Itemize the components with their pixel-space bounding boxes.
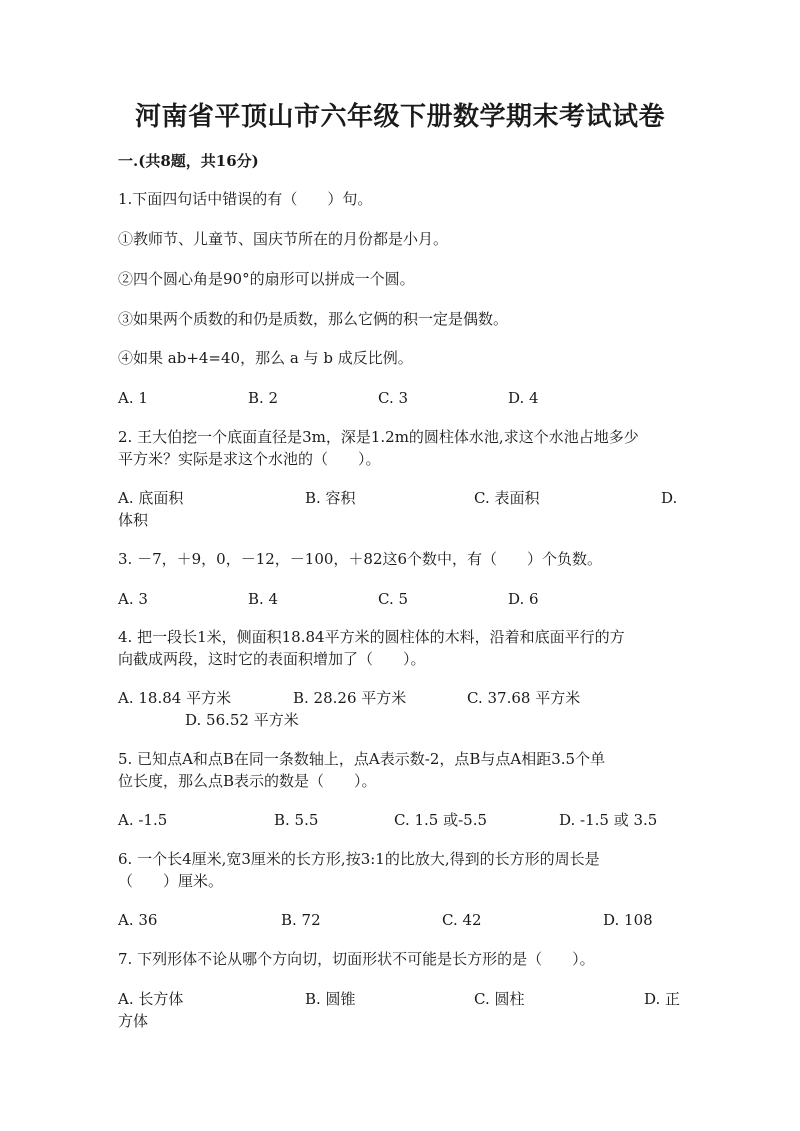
option-c: C. 37.68 平方米 [467, 689, 581, 707]
option-d: D. 108 [603, 911, 653, 929]
question-6-stem-line-2: （ ）厘米。 [118, 872, 224, 890]
option-a: A. 18.84 平方米 [118, 689, 232, 707]
option-a: A. 1 [118, 389, 148, 407]
option-a: A. 36 [118, 911, 158, 929]
option-d: D. 56.52 平方米 [185, 711, 299, 729]
question-1-statement-2: ②四个圆心角是90°的扇形可以拼成一个圆。 [118, 270, 415, 288]
option-d: D. 4 [508, 389, 539, 407]
option-c: C. 3 [378, 389, 409, 407]
question-1-statement-4: ④如果 ab+4=40，那么 a 与 b 成反比例。 [118, 349, 413, 367]
option-b: B. 4 [248, 590, 279, 608]
option-b: B. 5.5 [274, 811, 319, 829]
option-b: B. 容积 [305, 489, 356, 507]
option-c: C. 42 [442, 911, 482, 929]
option-d: D. 6 [508, 590, 539, 608]
option-c: C. 5 [378, 590, 409, 608]
question-7-stem: 7. 下列形体不论从哪个方向切，切面形状不可能是长方形的是（ ）。 [118, 950, 595, 968]
question-5-stem-line-1: 5. 已知点A和点B在同一条数轴上，点A表示数-2，点B与点A相距3.5个单 [118, 750, 606, 768]
question-4-stem-line-2: 向截成两段，这时它的表面积增加了（ ）。 [118, 650, 426, 668]
option-a: A. 长方体 [118, 990, 184, 1008]
question-6-stem-line-1: 6. 一个长4厘米,宽3厘米的长方形,按3:1的比放大,得到的长方形的周长是 [118, 850, 600, 868]
option-a: A. -1.5 [118, 811, 168, 829]
question-5-stem-line-2: 位长度，那么点B表示的数是（ ）。 [118, 772, 377, 790]
option-b: B. 28.26 平方米 [293, 689, 407, 707]
option-c: C. 圆柱 [474, 990, 525, 1008]
question-3-stem: 3. －7，＋9，0，－12，－100，＋82这6个数中，有（ ）个负数。 [118, 550, 603, 568]
question-2-option-d-wrap: 体积 [118, 511, 149, 529]
option-d: D. 正 [644, 990, 681, 1008]
option-c: C. 1.5 或-5.5 [394, 811, 488, 829]
option-a: A. 底面积 [118, 489, 184, 507]
section-heading: 一.(共8题，共16分) [118, 152, 259, 170]
question-2-stem-line-1: 2. 王大伯挖一个底面直径是3m，深是1.2m的圆柱体水池,求这个水池占地多少 [118, 428, 639, 446]
question-7-option-d-wrap: 方体 [118, 1012, 149, 1030]
option-b: B. 圆锥 [305, 990, 356, 1008]
question-2-stem-line-2: 平方米？实际是求这个水池的（ ）。 [118, 450, 381, 468]
option-d: D. [661, 489, 678, 507]
option-b: B. 2 [248, 389, 279, 407]
question-1-statement-3: ③如果两个质数的和仍是质数，那么它俩的积一定是偶数。 [118, 310, 509, 328]
question-1-stem: 1.下面四句话中错误的有（ ）句。 [118, 190, 373, 208]
option-b: B. 72 [281, 911, 321, 929]
question-1-statement-1: ①教师节、儿童节、国庆节所在的月份都是小月。 [118, 230, 449, 248]
option-c: C. 表面积 [474, 489, 540, 507]
question-4-stem-line-1: 4. 把一段长1米，侧面积18.84平方米的圆柱体的木料，沿着和底面平行的方 [118, 628, 625, 646]
option-d: D. -1.5 或 3.5 [559, 811, 658, 829]
option-a: A. 3 [118, 590, 148, 608]
page-title: 河南省平顶山市六年级下册数学期末考试试卷 [134, 102, 665, 132]
